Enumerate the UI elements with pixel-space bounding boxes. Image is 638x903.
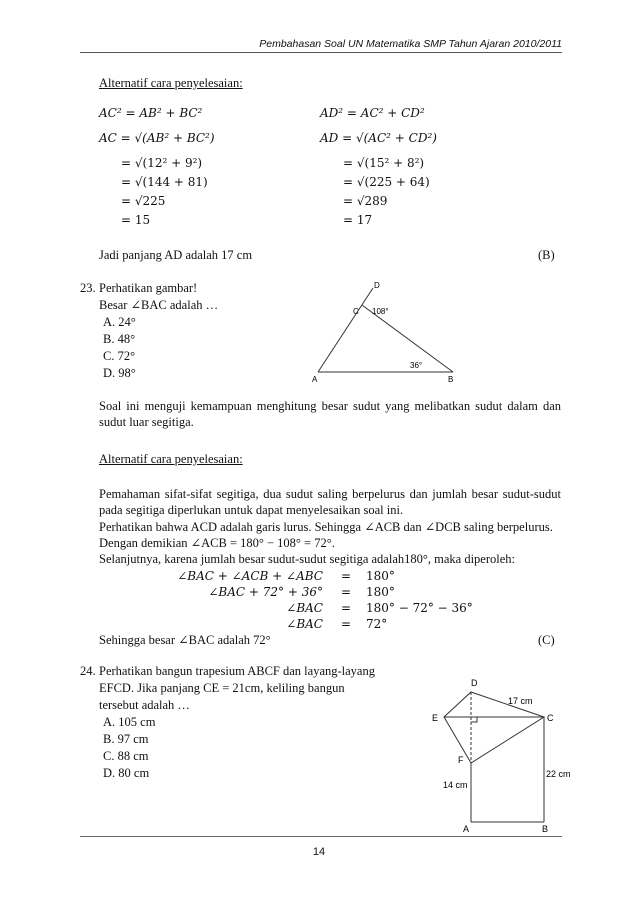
calc-right-3: = √(15² + 8²)	[343, 156, 425, 170]
q24-length-bc: 22 cm	[546, 769, 571, 779]
alt-heading-22: Alternatif cara penyelesaian:	[99, 76, 243, 90]
calc-left-4: = √(144 + 81)	[121, 175, 208, 189]
q23-description: Soal ini menguji kemampuan menghitung besar sudut yang melibatkan sudut dalam dan sudut luar segitiga.	[99, 399, 561, 429]
q24-length-dc: 17 cm	[508, 696, 533, 706]
q23-eq-sign-4: =	[341, 617, 352, 631]
q24-option-c: C. 88 cm	[103, 749, 149, 763]
q23-paragraph-1: Pemahaman sifat-sifat segitiga, dua sudut saling berpelurus dan jumlah besar sudut-sudut pada segitiga diperlukan untuk dapat menyelesaikan soal ini.	[99, 487, 561, 517]
q23-prompt: Perhatikan gambar!	[99, 281, 198, 295]
calc-left-3: = √(12² + 9²)	[121, 156, 203, 170]
calc-right-5: = √289	[343, 194, 388, 208]
header-rule	[80, 52, 562, 53]
alt-heading-23: Alternatif cara penyelesaian:	[99, 452, 243, 466]
q23-label-a: A	[312, 375, 318, 384]
q23-angle-b: 36°	[410, 361, 423, 370]
q23-triangle-figure	[310, 278, 470, 388]
q23-paragraph-3: Dengan demikian ∠ACB = 180° − 108° = 72°.	[99, 536, 335, 550]
calc-right-6: = 17	[343, 213, 373, 227]
q23-eq-lhs-1: ∠BAC + ∠ACB + ∠ABC	[177, 569, 323, 583]
page-header: Pembahasan Soal UN Matematika SMP Tahun Ajaran 2010/2011	[259, 38, 562, 50]
calc-right-1: AD² = AC² + CD²	[320, 106, 425, 120]
q23-eq-lhs-2: ∠BAC + 72° + 36°	[208, 585, 323, 599]
answer-22: (B)	[538, 248, 555, 262]
q24-line-1: Perhatikan bangun trapesium ABCF dan layang-layang	[99, 664, 375, 678]
q23-angle-c: 108°	[372, 307, 389, 316]
page-number: 14	[312, 846, 326, 858]
q24-option-a: A. 105 cm	[103, 715, 156, 729]
q23-label-d: D	[374, 281, 380, 290]
q24-number: 24.	[80, 664, 96, 678]
q23-option-a: A. 24°	[103, 315, 136, 329]
q23-eq-sign-1: =	[341, 569, 352, 583]
conclusion-22: Jadi panjang AD adalah 17 cm	[99, 248, 253, 262]
q24-label-a: A	[463, 824, 470, 834]
calc-right-4: = √(225 + 64)	[343, 175, 430, 189]
q23-option-c: C. 72°	[103, 349, 136, 363]
q24-label-f: F	[458, 755, 464, 765]
q23-eq-sign-3: =	[341, 601, 352, 615]
calc-right-2: AD = √(AC² + CD²)	[320, 131, 437, 145]
q23-conclusion: Sehingga besar ∠BAC adalah 72°	[99, 633, 271, 647]
q24-label-e: E	[432, 713, 439, 723]
q23-eq-rhs-1: 180°	[366, 569, 395, 583]
q24-label-b: B	[542, 824, 549, 834]
q23-eq-rhs-3: 180° − 72° − 36°	[366, 601, 473, 615]
q23-question: Besar ∠BAC adalah …	[99, 298, 219, 312]
q23-eq-sign-2: =	[341, 585, 352, 599]
calc-left-2: AC = √(AB² + BC²)	[99, 131, 215, 145]
q23-eq-rhs-2: 180°	[366, 585, 395, 599]
q23-eq-rhs-4: 72°	[366, 617, 388, 631]
q24-label-d: D	[471, 678, 478, 688]
footer-rule	[80, 836, 562, 837]
q24-length-af: 14 cm	[443, 780, 468, 790]
calc-left-5: = √225	[121, 194, 166, 208]
q23-paragraph-4: Selanjutnya, karena jumlah besar sudut-sudut segitiga adalah180°, maka diperoleh:	[99, 552, 515, 566]
q23-eq-lhs-4: ∠BAC	[286, 617, 323, 631]
q24-right-angle-mark	[471, 717, 477, 722]
q24-option-b: B. 97 cm	[103, 732, 149, 746]
q24-line-2: EFCD. Jika panjang CE = 21cm, keliling bangun	[99, 681, 345, 695]
q24-line-3: tersebut adalah …	[99, 698, 190, 712]
q23-label-c: C	[353, 307, 359, 316]
calc-left-6: = 15	[121, 213, 151, 227]
q23-option-d: D. 98°	[103, 366, 136, 380]
q24-label-c: C	[547, 713, 554, 723]
calc-left-1: AC² = AB² + BC²	[99, 106, 203, 120]
q24-option-d: D. 80 cm	[103, 766, 150, 780]
q23-option-b: B. 48°	[103, 332, 136, 346]
q23-line-ad	[318, 288, 373, 372]
q24-kite-trapezoid-figure	[425, 664, 580, 836]
q23-answer: (C)	[538, 633, 555, 647]
q23-paragraph-2: Perhatikan bahwa ACD adalah garis lurus. Sehingga ∠ACB dan ∠DCB saling berpelurus.	[99, 520, 553, 534]
q23-number: 23.	[80, 281, 96, 295]
q23-label-b: B	[448, 375, 454, 384]
q23-eq-lhs-3: ∠BAC	[286, 601, 323, 615]
